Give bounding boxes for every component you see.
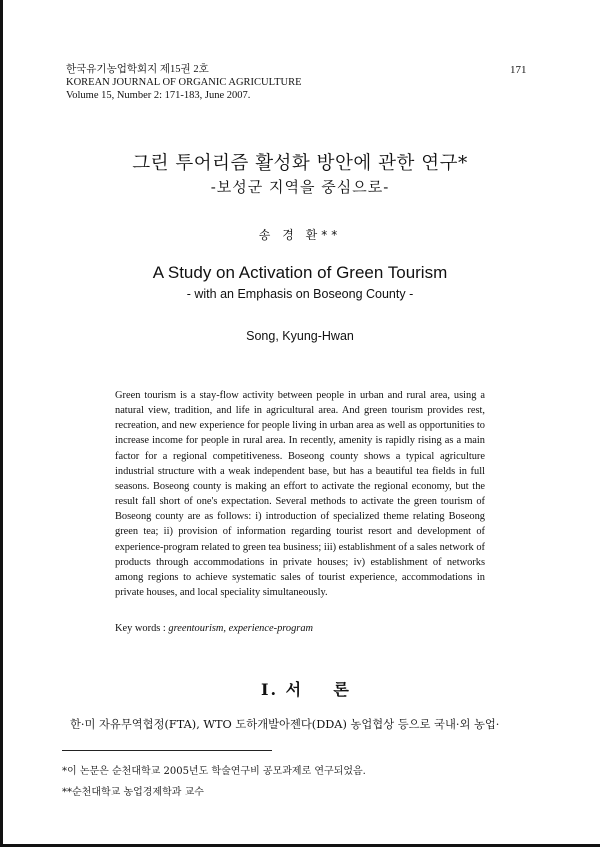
journal-header [66, 63, 302, 102]
keywords-label: Key words : [115, 623, 169, 634]
journal-name-korean: 한국유기농업학회지 제15권 2호 [66, 64, 209, 75]
keywords [115, 623, 313, 634]
title-korean: 그린 투어리즘 활성화 방안에 관한 연구* [132, 153, 468, 174]
journal-name-english: KOREAN JOURNAL OF ORGANIC AGRICULTURE [66, 77, 302, 88]
section-heading-introduction: Ⅰ. 서 론 [261, 680, 351, 699]
footnotes [62, 761, 366, 803]
footnote-divider [62, 750, 272, 751]
subtitle-korean: -보성군 지역을 중심으로- [210, 178, 390, 196]
page-number: 171 [510, 64, 527, 76]
author-korean: 송 경 환** [258, 228, 342, 242]
keywords-values: greentourism, experience-program [168, 623, 314, 634]
footnote-affiliation: **순천대학교 농업경제학과 교수 [62, 787, 204, 798]
body-text-first-line: 한·미 자유무역협정(FTA), WTO 도하개발아젠다(DDA) 농업협상 등으로 국내·외 농업· [70, 718, 500, 731]
author-english: Song, Kyung-Hwan [246, 329, 354, 343]
footnote-funding: *이 논문은 순천대학교 2005년도 학술연구비 공모과제로 연구되었음. [62, 766, 366, 777]
title-english: A Study on Activation of Green Tourism [152, 263, 448, 282]
page-left-border [0, 0, 3, 847]
volume-info: Volume 15, Number 2: 171-183, June 2007. [66, 90, 251, 101]
abstract: Green tourism is a stay-flow activity between people in urban and rural area, using a natural view, tradition, and life in agricultural area. And green tourism provides rest, recreation, and new experience for people living in urban area as well as opportunities to increase income for people in rural area. In recently, amenity is rapidly rising as a main factor for a regional competitiveness. Boseong county shows a typical agriculture industrial structure with a weak independent base, but has a beautiful tea fields in full seasons. Boseong county is making an effort to activate the regional economy, but the result fall short of one's expectation. Several methods to activate the green tourism of Boseong county are as follows: i) introduction of specialized theme relating Boseong green tea; ii) provision of information regarding tourist resort and development of experience-program related to green tea business; iii) establishment of a sales network of products through accommodations in private houses; iv) establishment of networks among regions to achieve systematic sales of tourist experience, accommodations in private houses, and local speciality simultaneously. [115, 390, 485, 599]
subtitle-english: - with an Emphasis on Boseong County - [186, 287, 414, 301]
